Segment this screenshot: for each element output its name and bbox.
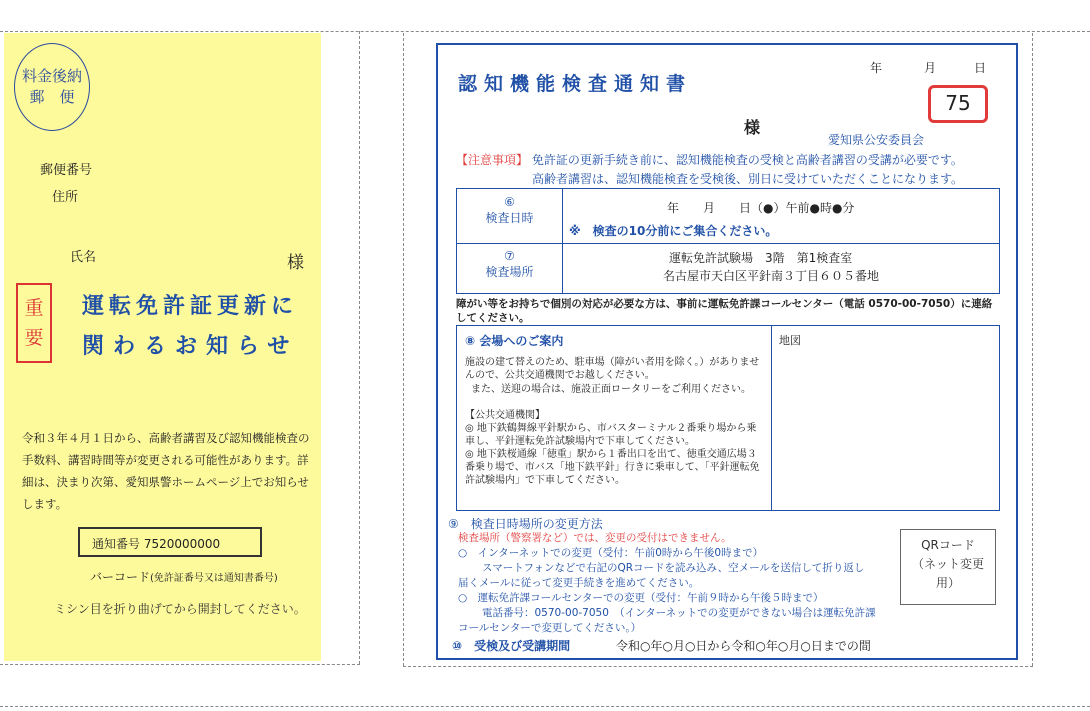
important-char-2: 要 [24,327,44,349]
exam-place-label: 検査場所 [485,265,534,279]
exam-date-number: ⑥ [504,195,515,209]
exam-date-value: 年 月 日（●）午前●時●分 [667,201,855,215]
call-center-change-title: ○ 運転免許課コールセンターでの変更（受付：午前９時から午後５時まで） [458,592,824,604]
document-title: 認知機能検査通知書 [458,73,693,95]
exam-place-row [457,243,999,293]
exam-arrival-note: ※ 検査の10分前にご集合ください。 [569,224,778,238]
qr-line-1: QRコード [921,538,975,552]
venue-guide-heading: ⑧ 会場へのご案内 [465,334,564,348]
postage-stamp [14,43,90,131]
internet-change-title: ○ インターネットでの変更（受付：午前0時から午後0時まで） [458,547,764,559]
internet-change-desc-1: スマートフォンなどで右記のQRコードを読み込み、空メールを送信して折り返し [482,562,865,574]
envelope-title-line1: 運転免許証更新に [82,294,299,319]
guide-paragraph-1: 施設の建て替えのため、駐車場（障がい者用を除く。）がありませんので、公共交通機関でお越しください。 [465,357,760,381]
venue-guide-divider [771,326,772,510]
caution-label: 【注意事項】 [456,153,529,167]
date-day: 日 [974,61,987,75]
honorific-left: 様 [287,253,304,273]
left-bottom-dashed-border [0,664,360,665]
accessibility-note: 障がい等をお持ちで個別の対応が必要な方は、事前に運転免許課コールセンター（電話 0570-00-7050）に連絡してください。 [456,298,993,324]
important-char-1: 重 [24,297,44,319]
qr-code-placeholder[interactable] [900,529,996,605]
caution-line-2: 高齢者講習は、認知機能検査を受検後、別日に受けていただくことになります。 [532,172,964,186]
right-bottom-dashed-border [403,666,1033,667]
guide-paragraph-2: また、送迎の場合は、施設正面ロータリーをご利用ください。 [471,384,751,395]
exam-place-label-cell [457,243,563,293]
notice-number-box: 通知番号 7520000000 [78,527,262,557]
date-year: 年 [870,61,883,75]
caution-line-1 [456,151,963,169]
period-label: ⑩ 受検及び受講期間 [452,639,571,653]
stamp-line-2: 郵 便 [29,88,75,106]
important-badge [16,283,52,363]
exam-place-number: ⑦ [504,249,515,263]
date-month: 月 [924,61,937,75]
postal-code-label: 郵便番号 [40,163,93,178]
right-left-dashed-border [403,33,404,666]
barcode-sub: (免許証番号又は通知書番号) [150,573,278,584]
left-right-dashed-border [359,31,360,664]
bottom-dashed-border [0,706,1090,707]
barcode-label [90,568,278,585]
top-dashed-border [0,31,1090,32]
qr-line-2: （ネット変更 [911,557,984,571]
address-label: 住所 [52,190,79,205]
exam-notice-document [436,43,1018,660]
change-warning: 検査場所（警察署など）では、変更の受付はできません。 [458,532,732,544]
period-value: 令和○年○月○日から令和○年○月○日までの間 [616,639,871,653]
exam-date-label-cell [457,189,563,243]
stamp-line-1: 料金後納 [21,67,82,85]
transit-heading: 【公共交通機関】 [465,410,545,421]
barcode-text: バーコード [90,570,151,584]
fee-change-notice: 令和３年４月１日から、高齢者講習及び認知機能検査の手数料、講習時間等が変更される可能性があります。詳細は、決まり次第、愛知県警ホームページ上でお知らせします。 [22,431,310,511]
caution-text-1: 免許証の更新手続き前に、認知機能検査の受検と高齢者講習の受講が必要です。 [531,153,963,167]
name-label: 氏名 [70,250,97,265]
exam-place-line-2: 名古屋市天白区平針南３丁目６０５番地 [663,269,880,283]
honorific-right: 様 [744,118,761,137]
transit-route-2: ◎ 地下鉄桜通線「徳重」駅から１番出口を出て、徳重交通広場３番乗り場で、市バス「地下鉄平針」行きに乗車して、「平針運転免許試験場内」で下車してください。 [465,449,760,486]
call-center-desc-2: コールセンターで変更してください。） [458,622,642,634]
perforation-instruction: ミシン目を折り曲げてから開封してください。 [54,602,306,616]
internet-change-desc-2: 届くメールに従って変更手続きを進めてください。 [458,577,700,589]
transit-route-1: ◎ 地下鉄鶴舞線平針駅から、市バスターミナル２番乗り場から乗車し、平針運転免許試験場内で下車してください。 [465,423,757,447]
change-heading: ⑨ 検査日時場所の変更方法 [448,517,603,531]
right-right-dashed-border [1032,33,1033,666]
envelope-title-line2: 関わるお知らせ [82,334,299,359]
venue-guide-box [456,325,1000,511]
exam-info-table [456,188,1000,294]
issuer: 愛知県公安委員会 [828,133,925,147]
map-label: 地図 [779,334,801,347]
qr-line-3: 用） [935,576,960,590]
code-badge: 75 [928,85,988,123]
exam-place-line-1: 運転免許試験場 3階 第1検査室 [669,251,853,265]
exam-date-row [457,189,999,243]
exam-date-label: 検査日時 [485,211,534,225]
envelope-panel [4,33,321,661]
call-center-desc-1: 電話番号：0570-00-7050 （インターネットでの変更ができない場合は運転免許課 [482,607,876,619]
